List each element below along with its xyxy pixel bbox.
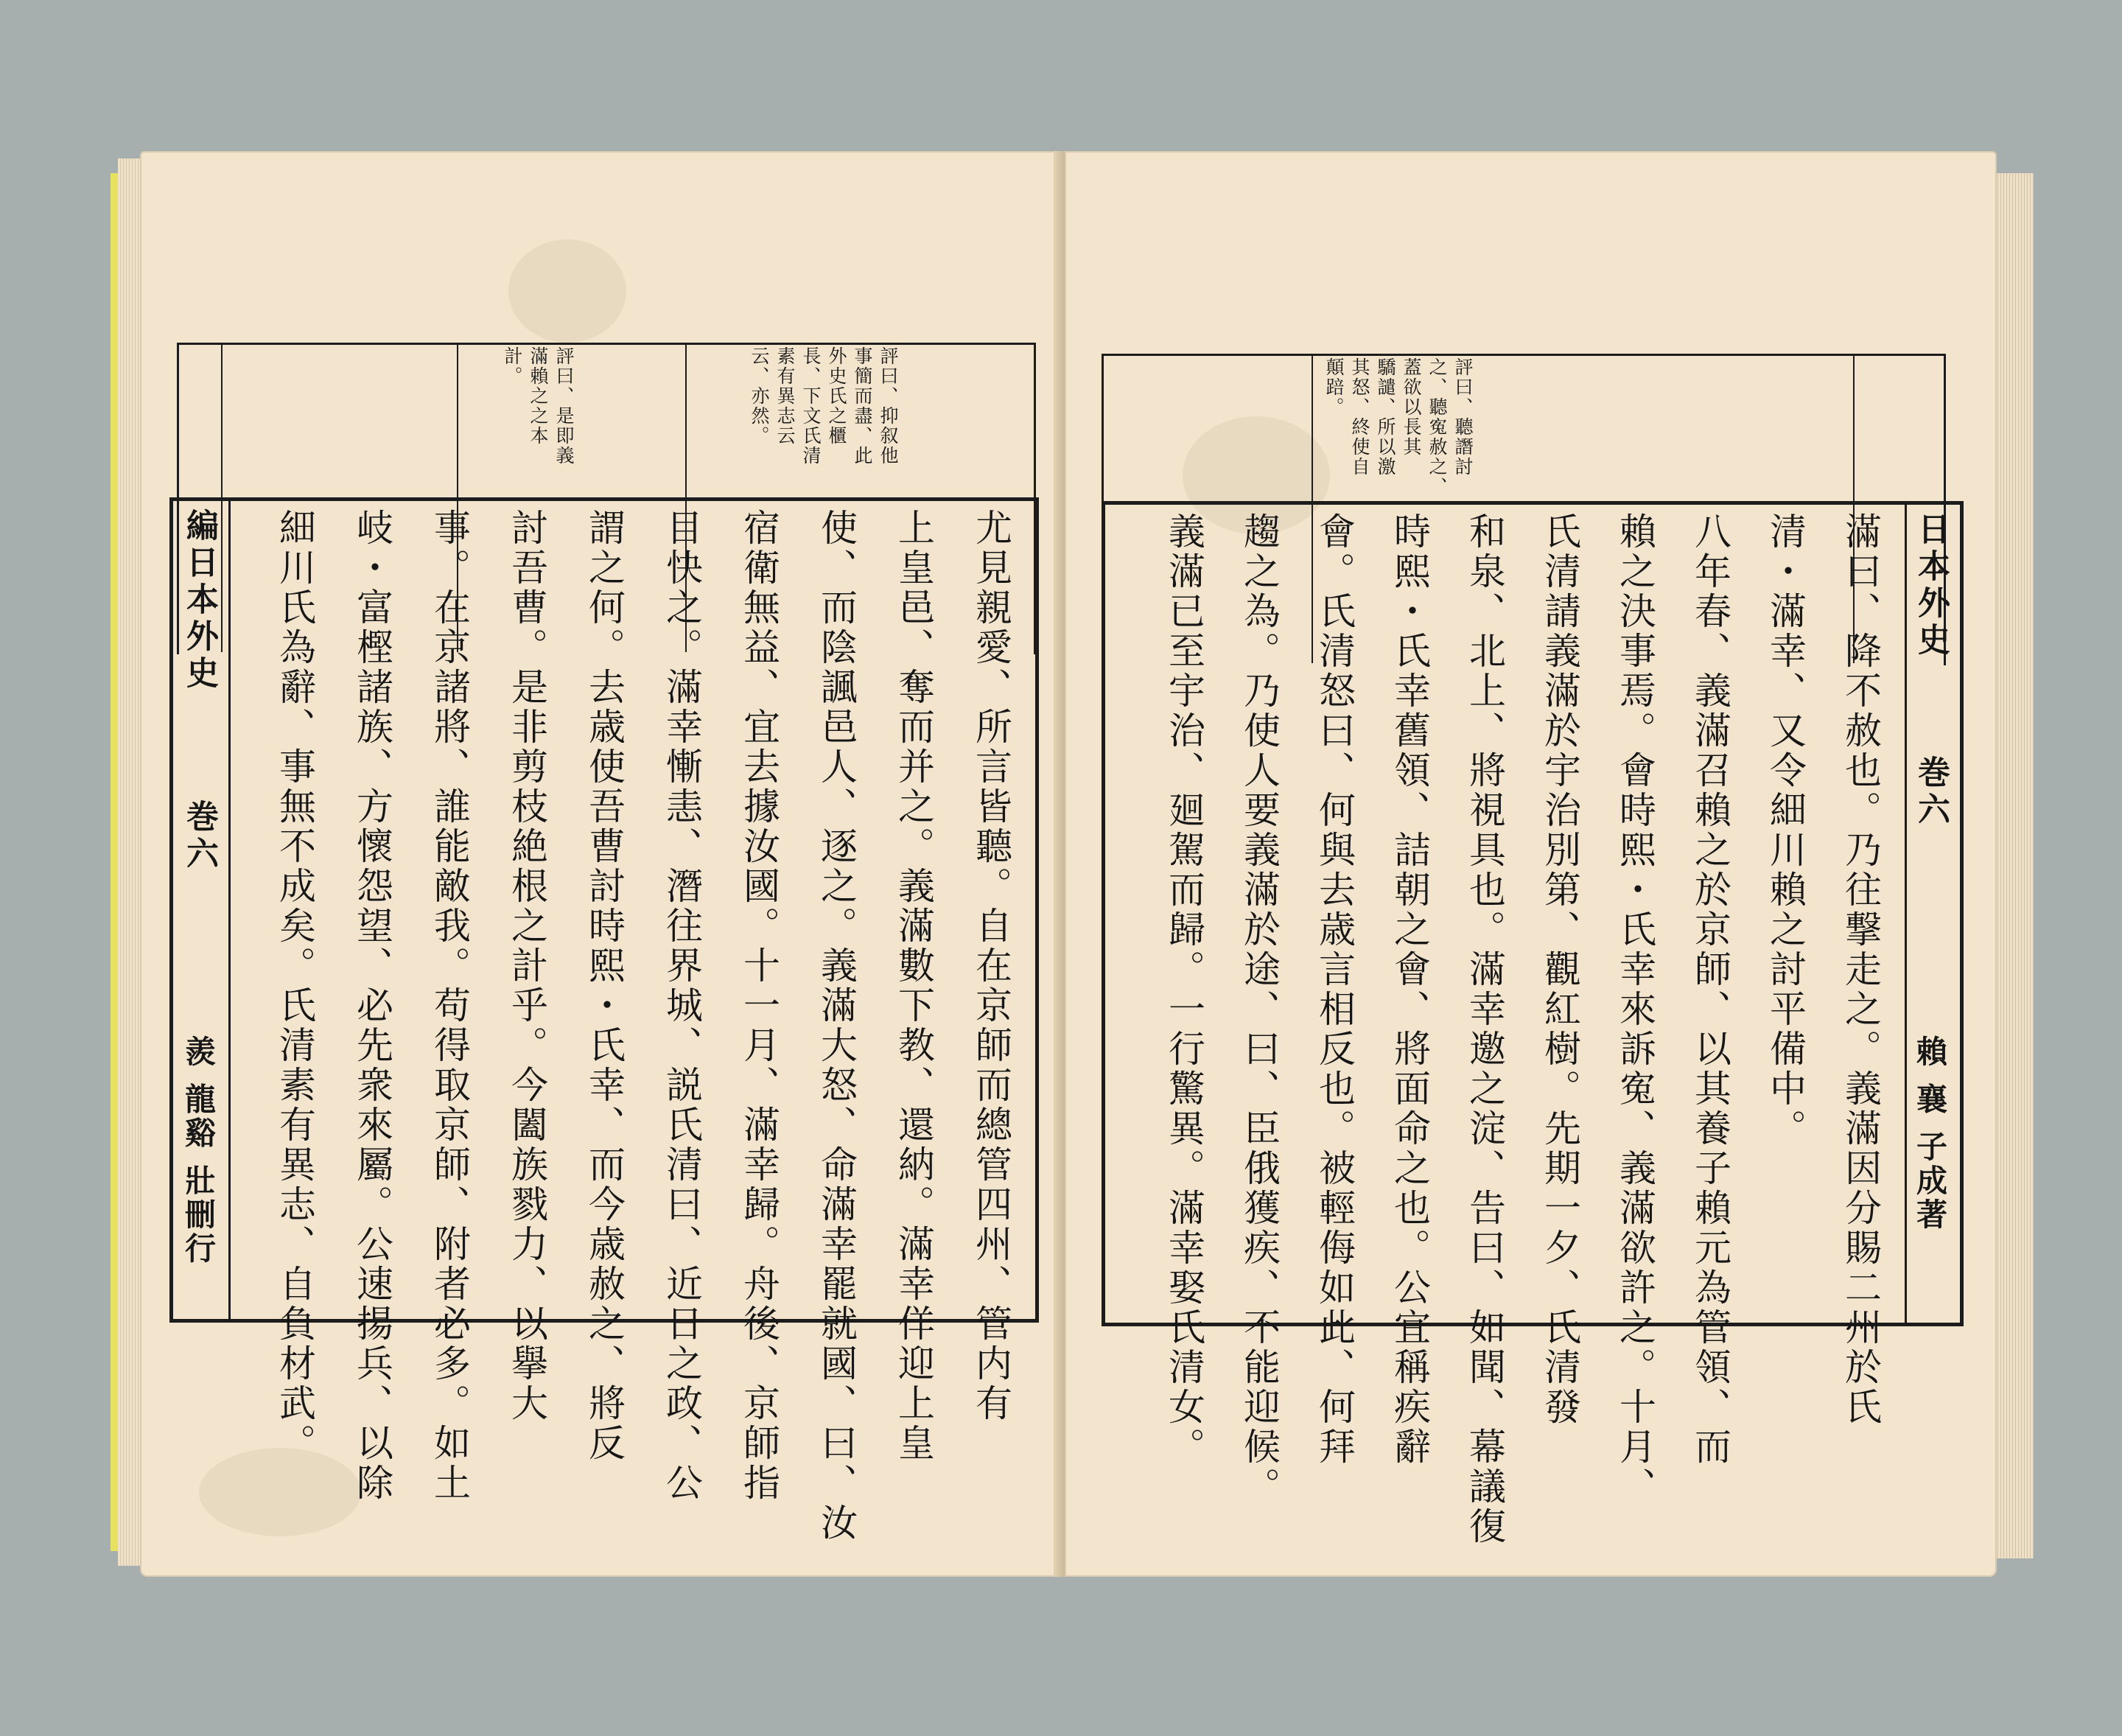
author-line: 賴 襄 子成著 <box>1912 1035 1948 1233</box>
text-column: 賴之決事焉。會時熙・氏幸來訴寃、義滿欲許之。十月、 <box>1614 512 1656 1507</box>
note-column: 蓋欲以長其 <box>1401 357 1422 457</box>
left-page <box>140 151 1061 1577</box>
note-column: 素有異志云 <box>774 346 796 446</box>
right-page-edges <box>1995 173 2034 1558</box>
text-column: 細川氏為辭、事無不成矣。氏清素有異志、自負材武。 <box>273 508 316 1463</box>
note-column: 計。 <box>502 346 523 386</box>
text-column: 八年春、義滿召賴之於京師、以其養子賴元為管領、而 <box>1689 512 1731 1467</box>
text-column: 使、而陰諷邑人、逐之。義滿大怒、命滿幸罷就國、曰、汝 <box>815 508 858 1543</box>
open-book <box>140 151 1997 1577</box>
volume-label: 巻六 <box>181 799 218 873</box>
note-column: 評曰、聽譖討 <box>1452 357 1474 477</box>
note-column: 其怒、終使自 <box>1349 357 1370 477</box>
book-title: 日本外史 <box>1912 512 1950 659</box>
text-column: 滿曰、降不赦也。乃往撃走之。義滿因分賜二州於氏 <box>1839 512 1882 1427</box>
volume-label: 巻六 <box>1912 755 1950 829</box>
note-column: 顛踣。 <box>1323 357 1345 417</box>
note-column: 評曰、抑叙他 <box>878 346 899 466</box>
text-column: 和泉、北上、將視具也。滿幸邀之淀、告曰、如聞、幕議復 <box>1463 512 1506 1547</box>
note-column: 長、下文氏清 <box>800 346 822 466</box>
left-page-edges <box>118 158 143 1566</box>
note-column: 事簡而盡、此 <box>852 346 873 466</box>
note-column: 滿賴之之本 <box>528 346 549 446</box>
text-column: 岐・富樫諸族、方懷怨望、必先衆來屬。公速揚兵、以除 <box>351 508 393 1503</box>
paper-stain <box>508 239 626 343</box>
text-column: 謂之何。去歳使吾曹討時熙・氏幸、而今歳赦之、將反 <box>583 508 626 1463</box>
text-column: 清・滿幸、又令細川賴之討平備中。 <box>1764 512 1807 1149</box>
text-column: 目快之。滿幸慚恚、潛往界城、説氏清曰、近日之政、公 <box>660 508 703 1503</box>
yellow-spine <box>111 173 118 1551</box>
text-column: 氏清請義滿於宇治別第、觀紅樹。先期一夕、氏清發 <box>1538 512 1581 1427</box>
note-column: 外史氏之櫃 <box>826 346 847 446</box>
note-column: 云、亦然。 <box>749 346 770 446</box>
header-rule <box>1905 501 1907 1326</box>
note-column: 之、聽寃赦之、 <box>1426 357 1448 497</box>
text-column: 討吾曹。是非剪枝絶根之計乎。今闔族戮力、以擧大 <box>505 508 548 1424</box>
text-column: 趨之為。乃使人要義滿於途、曰、臣俄獲疾、不能迎候。 <box>1238 512 1281 1507</box>
text-column: 尤見親愛、所言皆聽。自在京師而總管四州、管内有 <box>970 508 1012 1424</box>
book-title: 編日本外史 <box>181 508 218 693</box>
publisher-line: 羨 龍谿 壯刪行 <box>181 1035 217 1267</box>
text-column: 上皇邑、奪而并之。義滿數下教、還納。滿幸佯迎上皇 <box>892 508 935 1463</box>
header-rule <box>228 497 231 1323</box>
text-column: 事。在京諸將、誰能敵我。苟得取京師、附者必多。如土 <box>428 508 471 1503</box>
note-column: 驕譴、所以激 <box>1375 357 1396 477</box>
text-column: 時熙・氏幸舊領、詰朝之會、將面命之也。公宜稱疾辭 <box>1388 512 1431 1467</box>
note-column: 評曰、是即義 <box>553 346 575 466</box>
text-column: 義滿已至宇治、廻駕而歸。一行驚異。滿幸娶氏清女。 <box>1163 512 1205 1467</box>
right-page <box>1065 151 1997 1577</box>
text-column: 宿衛無益、宜去據汝國。十一月、滿幸歸。舟後、京師指 <box>738 508 780 1503</box>
text-column: 會。氏清怒曰、何與去歳言相反也。被輕侮如此、何拜 <box>1313 512 1356 1467</box>
